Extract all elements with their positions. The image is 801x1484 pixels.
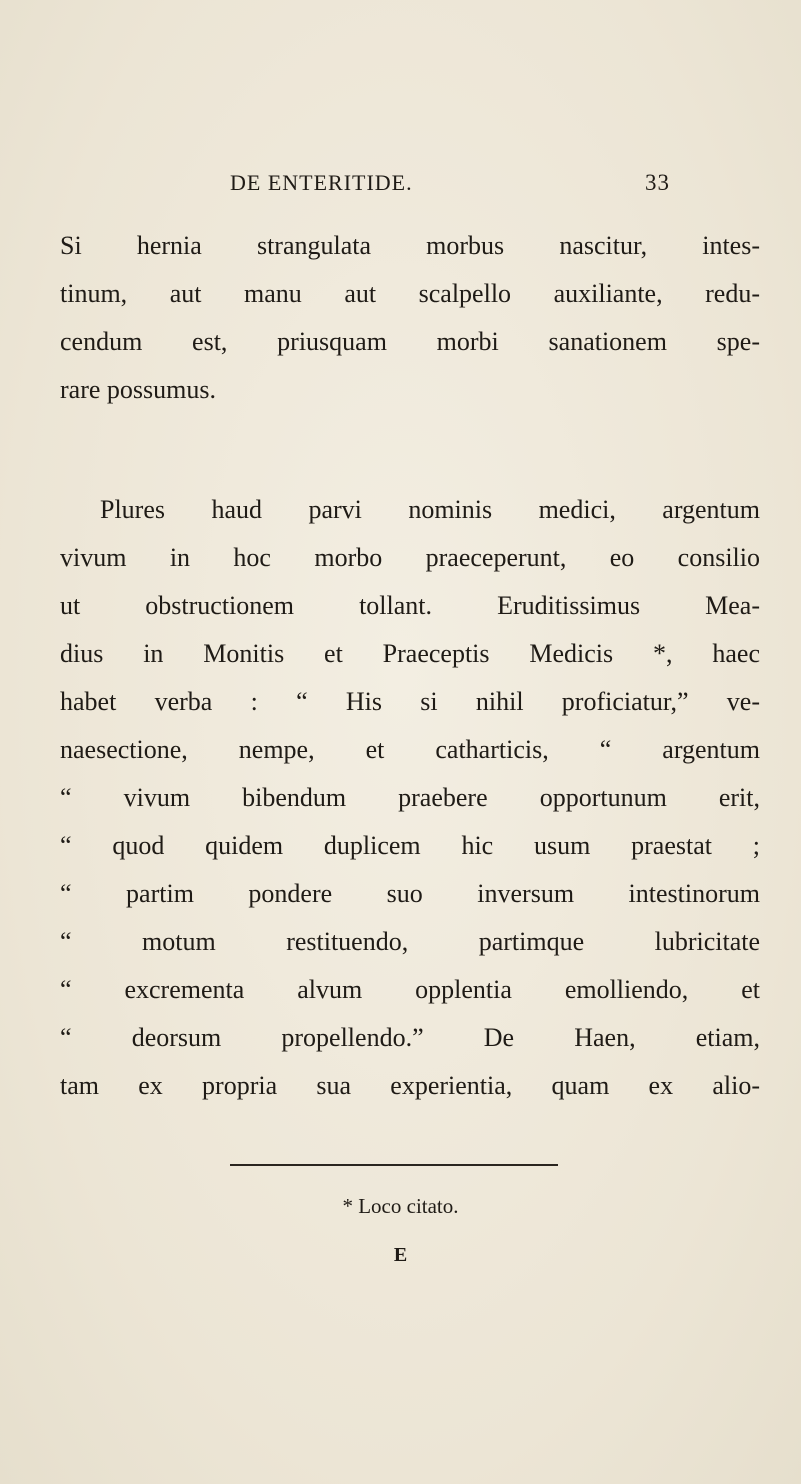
- text-line: tam ex propria sua experientia, quam ex alio-: [60, 1071, 760, 1100]
- text-line: ut obstructionem tollant. Eruditissimus Mea-: [60, 591, 760, 620]
- text-line: “ excrementa alvum opplentia emolliendo, et: [60, 975, 760, 1004]
- text-line: Plures haud parvi nominis medici, argentum: [100, 495, 760, 524]
- body-text: [60, 222, 760, 1110]
- footnote: * Loco citato.: [342, 1194, 459, 1218]
- text-line: “ motum restituendo, partimque lubricitate: [60, 927, 760, 956]
- footnote-rule: [230, 1164, 558, 1166]
- running-head: [230, 170, 670, 200]
- running-title: DE ENTERITIDE.: [230, 170, 413, 195]
- text-line: vivum in hoc morbo praeceperunt, eo consilio: [60, 543, 760, 572]
- text-line: rare possumus.: [60, 375, 216, 404]
- text-line: “ vivum bibendum praebere opportunum erit,: [60, 783, 760, 812]
- text-line: Si hernia strangulata morbus nascitur, intes-: [60, 231, 760, 260]
- text-line: cendum est, priusquam morbi sanationem spe-: [60, 327, 760, 356]
- paragraph-gap: [60, 414, 760, 486]
- text-line: habet verba : “ His si nihil proficiatur,” ve-: [60, 687, 760, 716]
- page-number: 33: [645, 170, 670, 195]
- signature-mark: E: [393, 1244, 408, 1266]
- text-line: “ quod quidem duplicem hic usum praestat ;: [60, 831, 760, 860]
- text-line: tinum, aut manu aut scalpello auxiliante, redu-: [60, 279, 760, 308]
- text-line: dius in Monitis et Praeceptis Medicis *, haec: [60, 639, 760, 668]
- text-line: naesectione, nempe, et catharticis, “ argentum: [60, 735, 760, 764]
- text-line: “ partim pondere suo inversum intestinorum: [60, 879, 760, 908]
- text-line: “ deorsum propellendo.” De Haen, etiam,: [60, 1023, 760, 1052]
